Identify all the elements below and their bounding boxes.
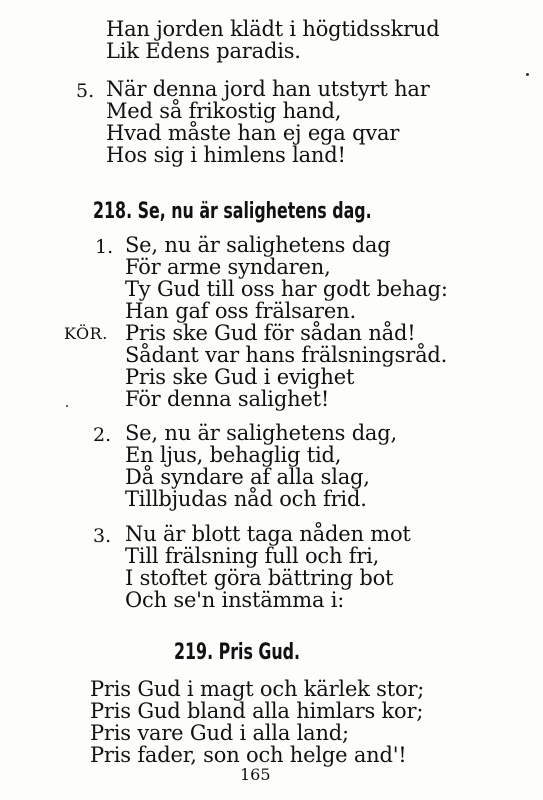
- verse-line: Hvad måste han ej ega qvar: [106, 121, 400, 145]
- verse-line: Pris vare Gud i alla land;: [90, 721, 349, 745]
- scan-speck: [66, 405, 68, 407]
- verse-line: Med så frikostig hand,: [106, 99, 342, 123]
- verse-line: Se, nu är salighetens dag,: [125, 421, 397, 445]
- hymn-title: 218. Se, nu är salighetens dag.: [93, 199, 372, 224]
- verse-line: Han jorden klädt i högtidsskrud: [106, 17, 440, 41]
- verse-line: En ljus, behaglig tid,: [125, 443, 342, 467]
- verse-line: Hos sig i himlens land!: [106, 143, 346, 167]
- verse-line: Pris ske Gud i evighet: [125, 365, 355, 389]
- stanza-number: 1.: [95, 236, 114, 258]
- verse-line: Pris fader, son och helge and'!: [90, 743, 407, 767]
- verse-line: Pris Gud i magt och kärlek stor;: [90, 677, 425, 701]
- verse-line: Då syndare af alla slag,: [125, 465, 370, 489]
- verse-line: När denna jord han utstyrt har: [106, 77, 430, 101]
- verse-line: Pris ske Gud för sådan nåd!: [125, 321, 416, 345]
- verse-line: Tillbjudas nåd och frid.: [125, 487, 367, 511]
- chorus-label: KÖR.: [64, 324, 108, 343]
- verse-line: Ty Gud till oss har godt behag:: [125, 277, 448, 301]
- verse-line: Och se'n instämma i:: [125, 588, 345, 612]
- page-number: 165: [240, 765, 271, 784]
- verse-line: Lik Edens paradis.: [106, 39, 301, 63]
- verse-line: Se, nu är salighetens dag: [125, 233, 391, 257]
- verse-line: Sådant var hans frälsningsråd.: [125, 343, 448, 367]
- verse-line: För denna salighet!: [125, 387, 330, 411]
- stanza-number: 3.: [93, 525, 112, 547]
- stanza-number: 5.: [76, 80, 95, 102]
- verse-line: För arme syndaren,: [125, 255, 331, 279]
- verse-line: Nu är blott taga nåden mot: [125, 522, 411, 546]
- stanza-number: 2.: [93, 424, 112, 446]
- verse-line: Han gaf oss frälsaren.: [125, 299, 356, 323]
- verse-line: Pris Gud bland alla himlars kor;: [90, 699, 424, 723]
- verse-line: I stoftet göra bättring bot: [125, 566, 394, 590]
- verse-line: Till frälsning full och fri,: [125, 544, 380, 568]
- hymn-title: 219. Pris Gud.: [174, 640, 301, 665]
- scan-speck: [526, 73, 529, 76]
